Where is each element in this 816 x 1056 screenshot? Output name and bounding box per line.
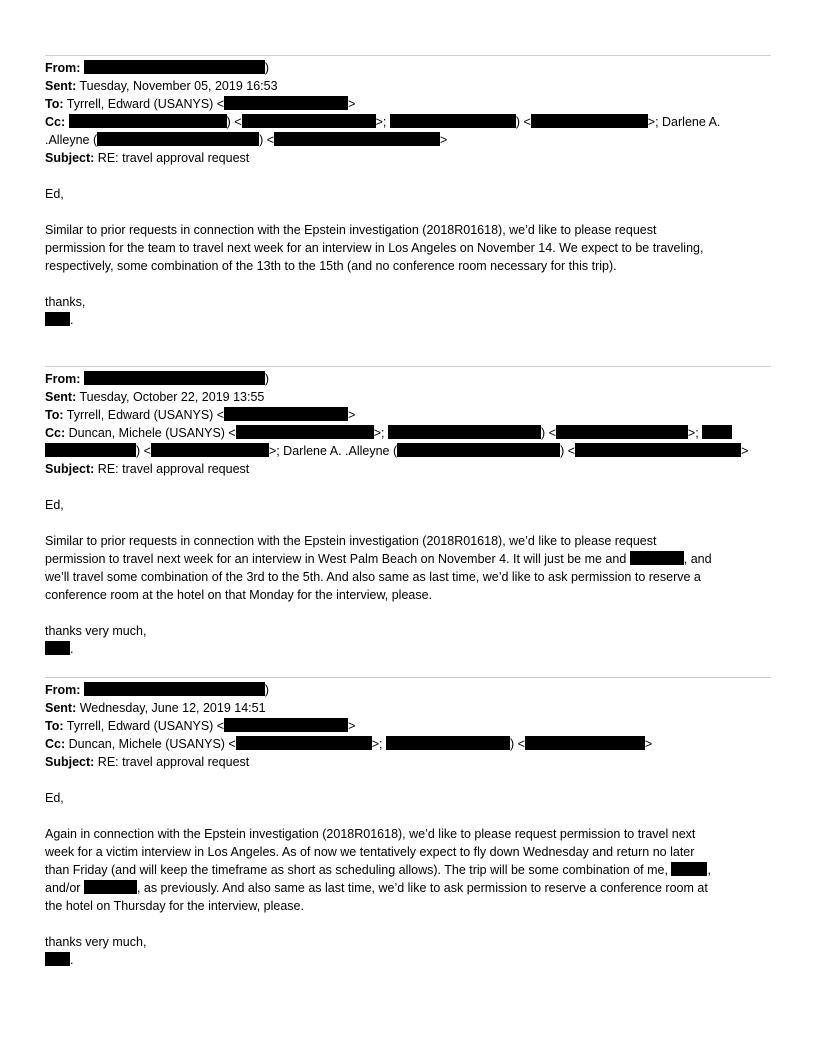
redaction-box: [224, 96, 348, 110]
cc-line: Cc: Duncan, Michele (USANYS) < >; ) < >;: [45, 424, 732, 442]
sent-line: [45, 699, 266, 717]
to-recipient: Tyrrell, Edward (USANYS) <: [66, 408, 225, 422]
subject-text: RE: travel approval request: [97, 755, 250, 769]
sent-line: [45, 388, 264, 406]
redaction-box: [388, 425, 541, 439]
redaction-box: [224, 407, 348, 421]
redaction-box: [84, 371, 265, 385]
sent-date: Tuesday, October 22, 2019 13:55: [79, 390, 265, 404]
subject-label: Subject:: [45, 755, 95, 769]
redaction-box: [242, 114, 376, 128]
cc-line-continued: .Alleyne ( ) < >: [45, 133, 448, 147]
body-line: permission for the team to travel next week for an interview in Los Angeles on November 14. We expect to be traveling,: [45, 241, 704, 255]
redaction-box: [575, 443, 741, 457]
subject-text: RE: travel approval request: [97, 462, 250, 476]
redaction-box: [84, 880, 137, 894]
to-recipient: Tyrrell, Edward (USANYS) <: [66, 97, 225, 111]
redaction-box: [397, 443, 560, 457]
redaction-box: [236, 736, 372, 750]
to-label: To:: [45, 719, 64, 733]
signature: .: [45, 640, 73, 658]
to-line: To: Tyrrell, Edward (USANYS) < >: [45, 719, 356, 733]
subject-line: [45, 753, 249, 771]
body-line: respectively, some combination of the 13th to the 15th (and no conference room necessary for this trip).: [45, 259, 617, 273]
cc-line-continued: ) < >; Darlene A. .Alleyne ( ) < >: [45, 442, 748, 460]
to-label: To:: [45, 408, 64, 422]
redaction-box: [531, 114, 648, 128]
redaction-box: [236, 425, 374, 439]
body-line: Similar to prior requests in connection with the Epstein investigation (2018R01618), we’d like to please request: [45, 223, 657, 237]
redaction-box: [274, 132, 440, 146]
email-separator: [45, 677, 771, 678]
body-line: Similar to prior requests in connection with the Epstein investigation (2018R01618), we’d like to please request: [45, 534, 657, 548]
signature: .: [45, 311, 73, 329]
cc-label: Cc:: [45, 115, 66, 129]
body-line: than Friday (and will keep the timeframe as short as scheduling allows). The trip will be some combination of me, ,: [45, 863, 711, 877]
signature: .: [45, 951, 73, 969]
cc-line: Cc: Duncan, Michele (USANYS) < >; ) < >: [45, 737, 653, 751]
redaction-box: [151, 443, 269, 457]
body-line: the hotel on Thursday for the interview, please.: [45, 899, 304, 913]
to-line: To: Tyrrell, Edward (USANYS) < >: [45, 97, 356, 111]
sent-date: Wednesday, June 12, 2019 14:51: [79, 701, 266, 715]
redaction-box: [69, 114, 227, 128]
cc-recipient: Duncan, Michele (USANYS) <: [68, 426, 236, 440]
body-line: Again in connection with the Epstein investigation (2018R01618), we’d like to please request permission to travel next: [45, 827, 696, 841]
redaction-box: [386, 736, 510, 750]
redaction-box: [84, 682, 265, 696]
redaction-box: [630, 551, 684, 565]
cc-label: Cc:: [45, 426, 66, 440]
sent-line: [45, 77, 278, 95]
redaction-box: [224, 718, 348, 732]
redaction-box: [97, 132, 259, 146]
redaction-box: [84, 60, 265, 74]
greeting: Ed,: [45, 498, 64, 512]
to-recipient: Tyrrell, Edward (USANYS) <: [66, 719, 225, 733]
subject-text: RE: travel approval request: [97, 151, 250, 165]
redaction-box: [556, 425, 688, 439]
email-separator: [45, 55, 771, 56]
from-label: From:: [45, 372, 81, 386]
body-line: week for a victim interview in Los Angeles. As of now we tentatively expect to fly down Wednesday and return no later: [45, 845, 695, 859]
redaction-box: [390, 114, 516, 128]
subject-label: Subject:: [45, 151, 95, 165]
sent-label: Sent:: [45, 701, 77, 715]
signoff: thanks very much,: [45, 624, 147, 638]
redaction-box: [45, 641, 70, 655]
redaction-box: [45, 443, 136, 457]
cc-label: Cc:: [45, 737, 66, 751]
redaction-box: [45, 952, 70, 966]
cc-line: Cc: ) < >; ) < >; Darlene A.: [45, 115, 721, 129]
subject-line: [45, 149, 249, 167]
body-line: and/or , as previously. And also same as last time, we’d like to ask permission to reserve a conference room at: [45, 881, 708, 895]
body-line: we’ll travel some combination of the 3rd to the 5th. And also same as last time, we’d like to ask permission to reserve a: [45, 570, 701, 584]
to-label: To:: [45, 97, 64, 111]
from-line: From: ): [45, 372, 270, 386]
cc-recipient: Duncan, Michele (USANYS) <: [68, 737, 236, 751]
subject-label: Subject:: [45, 462, 95, 476]
subject-line: [45, 460, 249, 478]
greeting: Ed,: [45, 791, 64, 805]
from-line: From: ): [45, 61, 270, 75]
from-label: From:: [45, 683, 81, 697]
email-separator: [45, 366, 771, 367]
signoff: thanks,: [45, 295, 86, 309]
from-label: From:: [45, 61, 81, 75]
redaction-box: [525, 736, 645, 750]
body-line: permission to travel next week for an interview in West Palm Beach on November 4. It will just be me and , and: [45, 552, 712, 566]
redaction-box: [702, 425, 732, 439]
greeting: Ed,: [45, 187, 64, 201]
sent-date: Tuesday, November 05, 2019 16:53: [79, 79, 278, 93]
to-line: To: Tyrrell, Edward (USANYS) < >: [45, 408, 356, 422]
from-line: From: ): [45, 683, 270, 697]
signoff: thanks very much,: [45, 935, 147, 949]
sent-label: Sent:: [45, 79, 77, 93]
redaction-box: [671, 862, 707, 876]
body-line: conference room at the hotel on that Monday for the interview, please.: [45, 588, 433, 602]
redaction-box: [45, 312, 70, 326]
sent-label: Sent:: [45, 390, 77, 404]
